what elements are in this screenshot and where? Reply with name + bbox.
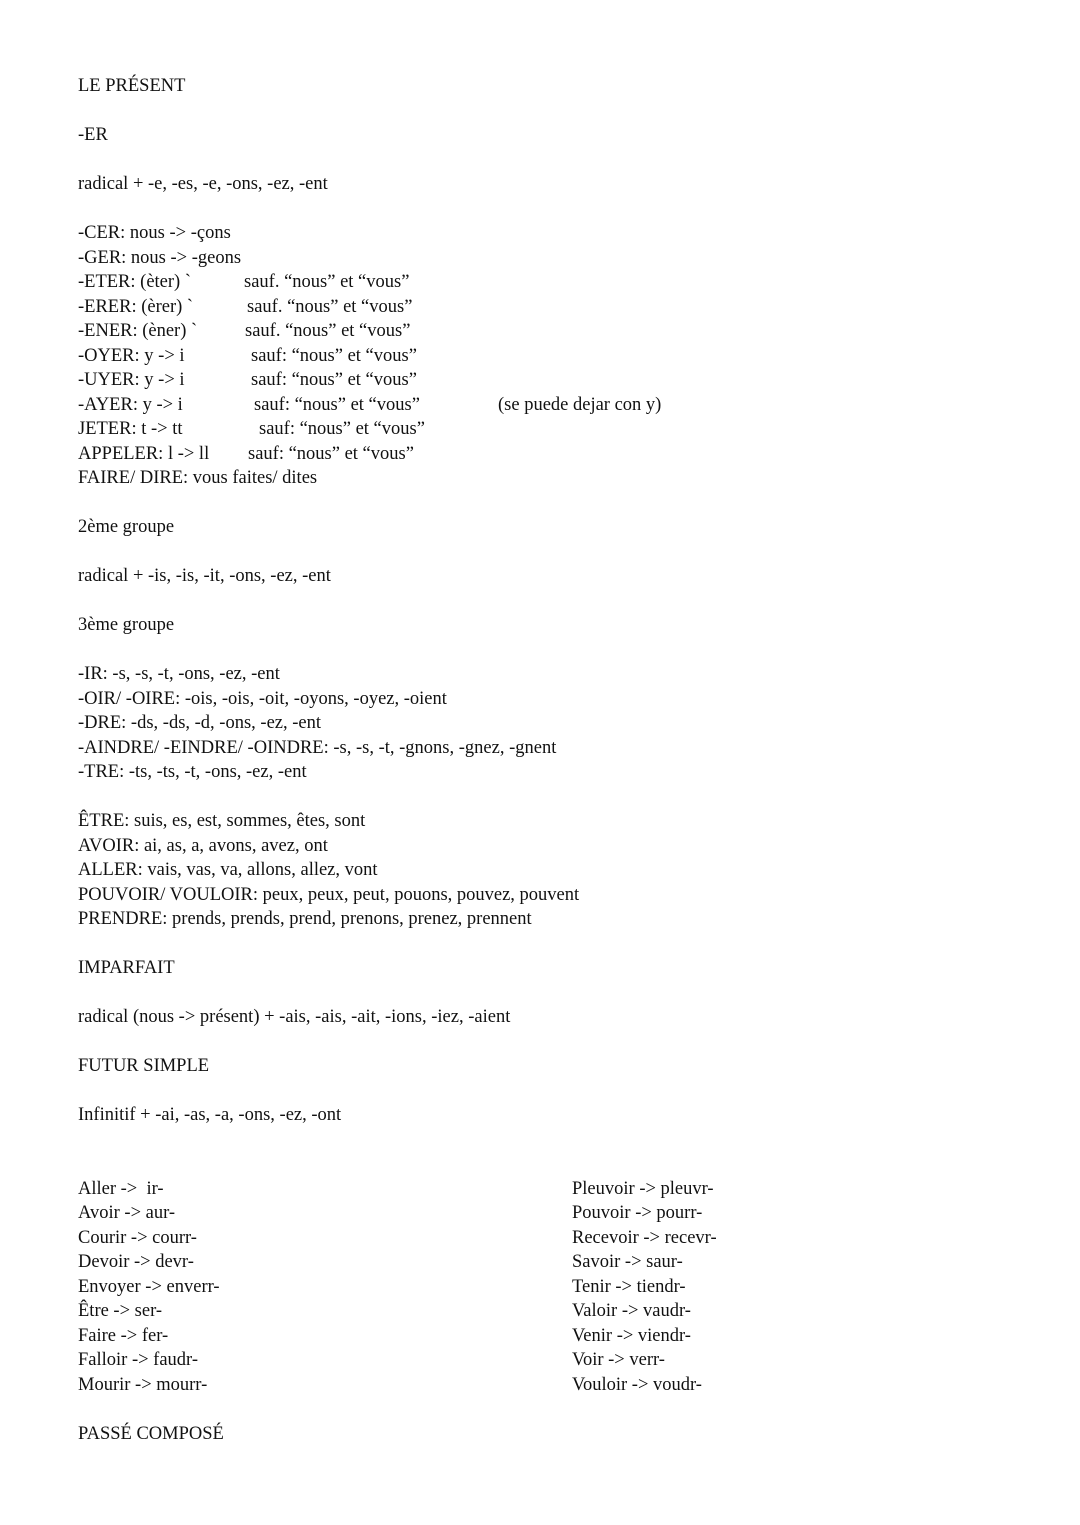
er-row xyxy=(78,368,1038,393)
subheading-group2: 2ème groupe xyxy=(78,517,175,537)
list-item: Mourir -> mourr- xyxy=(78,1374,208,1395)
list-item: -OIR/ -OIRE: -ois, -ois, -oit, -oyons, -oyez, -oient xyxy=(78,688,447,709)
er-row xyxy=(78,246,1038,271)
er-row-exception: sauf. “nous” et “vous” xyxy=(247,296,413,317)
list-item: Courir -> courr- xyxy=(78,1227,197,1248)
list-item: -TRE: -ts, -ts, -t, -ons, -ez, -ent xyxy=(78,762,307,782)
list-item: Voir -> verr- xyxy=(572,1350,665,1370)
er-row-rule: FAIRE/ DIRE: vous faites/ dites xyxy=(78,468,318,488)
section-title-imparfait: IMPARFAIT xyxy=(78,958,175,978)
list-item: Envoyer -> enverr- xyxy=(78,1276,220,1297)
irregular-verbs-list xyxy=(78,809,1038,932)
list-item: Devoir -> devr- xyxy=(78,1252,194,1272)
section-title-passe-compose: PASSÉ COMPOSÉ xyxy=(78,1423,224,1444)
er-row-exception: sauf: “nous” et “vous” xyxy=(259,419,425,439)
futur-stems-right-column xyxy=(572,1177,717,1398)
list-item: Venir -> viendr- xyxy=(572,1325,691,1346)
section-title-present: LE PRÉSENT xyxy=(78,76,186,96)
group2-rule: radical + -is, -is, -it, -ons, -ez, -ent xyxy=(78,566,331,586)
list-item: Pleuvoir -> pleuvr- xyxy=(572,1178,714,1199)
document-page xyxy=(78,74,1038,1446)
subheading-group3: 3ème groupe xyxy=(78,615,175,635)
er-exceptions-list xyxy=(78,221,1038,491)
list-item: Aller -> ir- xyxy=(78,1178,164,1199)
subheading-er: -ER xyxy=(78,125,108,145)
list-item: POUVOIR/ VOULOIR: peux, peux, peut, pouons, pouvez, pouvent xyxy=(78,884,580,905)
section-title-futur: FUTUR SIMPLE xyxy=(78,1056,210,1076)
list-item: PRENDRE: prends, prends, prend, prenons, prenez, prennent xyxy=(78,909,532,929)
list-item: Recevoir -> recevr- xyxy=(572,1227,717,1248)
er-row-exception: sauf: “nous” et “vous” xyxy=(251,370,417,390)
er-row xyxy=(78,295,1038,320)
er-row-rule: JETER: t -> tt xyxy=(78,419,183,439)
er-row xyxy=(78,270,1038,295)
list-item: Savoir -> saur- xyxy=(572,1252,683,1272)
list-item: ÊTRE: suis, es, est, sommes, êtes, sont xyxy=(78,811,366,831)
list-item: Faire -> fer- xyxy=(78,1325,169,1346)
list-item: Falloir -> faudr- xyxy=(78,1350,198,1370)
list-item: Pouvoir -> pourr- xyxy=(572,1203,703,1223)
list-item: ALLER: vais, vas, va, allons, allez, vont xyxy=(78,860,378,880)
er-row-rule: -CER: nous -> -çons xyxy=(78,223,231,243)
er-row-rule: -ENER: (èner) ` xyxy=(78,321,198,341)
er-rule: radical + -e, -es, -e, -ons, -ez, -ent xyxy=(78,174,328,194)
er-row-rule: -ERER: (èrer) ` xyxy=(78,296,194,317)
futur-rule: Infinitif + -ai, -as, -a, -ons, -ez, -ont xyxy=(78,1105,342,1125)
list-item: -DRE: -ds, -ds, -d, -ons, -ez, -ent xyxy=(78,713,322,733)
er-row-exception: sauf: “nous” et “vous” xyxy=(251,345,417,366)
er-row-note: (se puede dejar con y) xyxy=(498,394,662,415)
er-row-rule: -UYER: y -> i xyxy=(78,370,185,390)
er-row xyxy=(78,393,1038,418)
er-row-rule: -GER: nous -> -geons xyxy=(78,247,242,268)
list-item: AVOIR: ai, as, a, avons, avez, ont xyxy=(78,835,328,856)
list-item: Tenir -> tiendr- xyxy=(572,1276,686,1297)
list-item: Être -> ser- xyxy=(78,1301,163,1321)
er-row-rule: -ETER: (èter) ` xyxy=(78,272,191,292)
futur-stems-left-column xyxy=(78,1177,220,1398)
er-row-exception: sauf: “nous” et “vous” xyxy=(254,394,420,415)
er-row-rule: -OYER: y -> i xyxy=(78,345,185,366)
er-row-exception: sauf. “nous” et “vous” xyxy=(244,272,410,292)
er-row-exception: sauf. “nous” et “vous” xyxy=(245,321,411,341)
er-row xyxy=(78,442,1038,467)
group3-rules-list xyxy=(78,662,1038,785)
list-item: -AINDRE/ -EINDRE/ -OINDRE: -s, -s, -t, -gnons, -gnez, -gnent xyxy=(78,737,557,758)
er-row xyxy=(78,319,1038,344)
list-item: -IR: -s, -s, -t, -ons, -ez, -ent xyxy=(78,664,280,684)
er-row xyxy=(78,344,1038,369)
er-row xyxy=(78,221,1038,246)
er-row-exception: sauf: “nous” et “vous” xyxy=(248,443,414,464)
er-row-rule: APPELER: l -> ll xyxy=(78,443,210,464)
er-row xyxy=(78,417,1038,442)
list-item: Avoir -> aur- xyxy=(78,1203,176,1223)
er-row-rule: -AYER: y -> i xyxy=(78,394,183,415)
futur-irregular-stems xyxy=(78,1177,1038,1398)
list-item: Vouloir -> voudr- xyxy=(572,1374,702,1395)
list-item: Valoir -> vaudr- xyxy=(572,1301,691,1321)
imparfait-rule: radical (nous -> présent) + -ais, -ais, -ait, -ions, -iez, -aient xyxy=(78,1007,511,1027)
er-row xyxy=(78,466,1038,491)
